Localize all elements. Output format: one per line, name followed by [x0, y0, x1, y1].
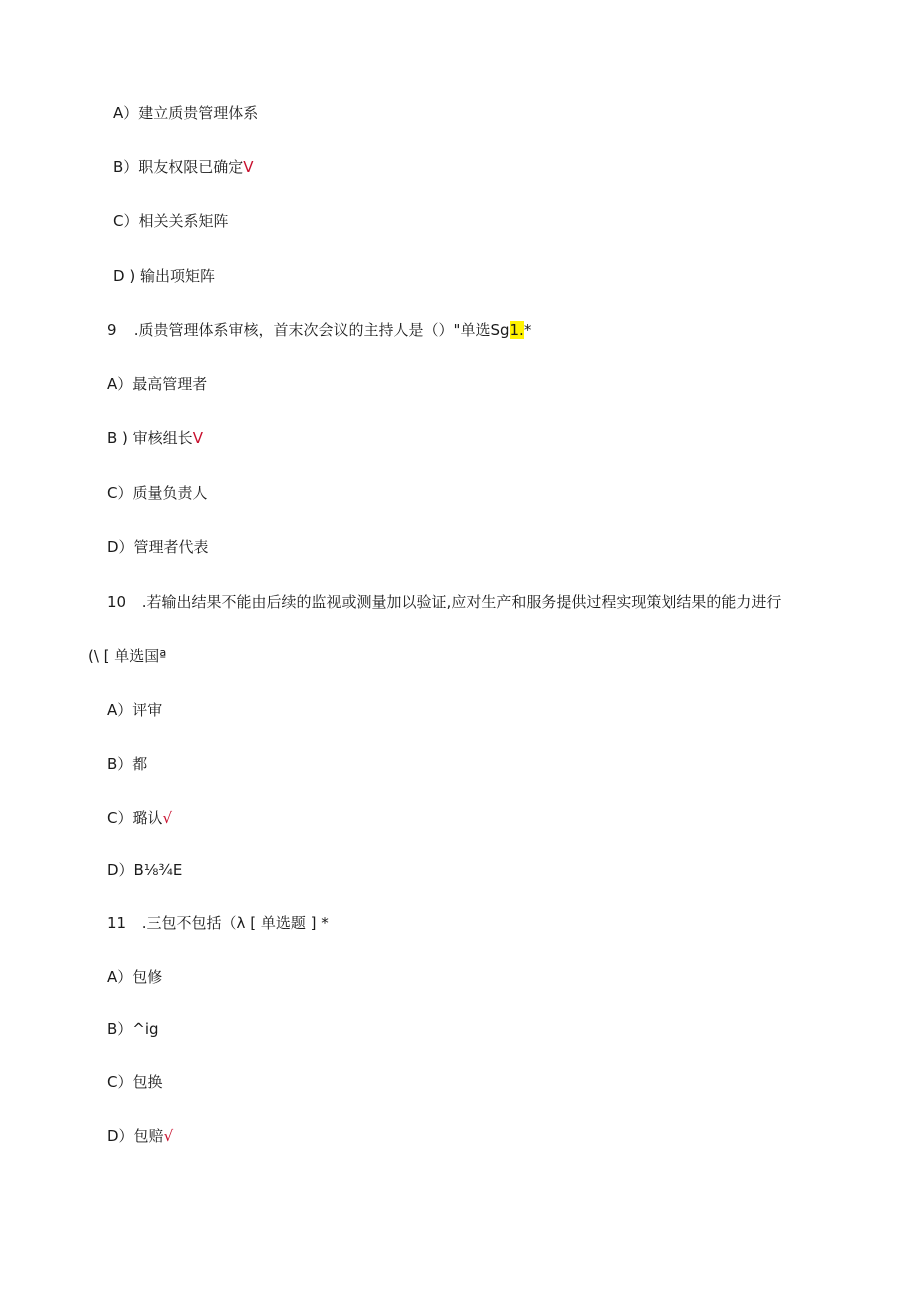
q8-option-b: [113, 157, 254, 177]
correct-mark: V: [243, 158, 254, 176]
option-text: A）建立质贵管理体系: [113, 104, 259, 122]
option-text: C）相关关系矩阵: [113, 212, 229, 230]
correct-mark: V: [192, 429, 203, 447]
highlighted-text: 1.: [509, 321, 524, 339]
option-text: B）职友权限已确定: [113, 158, 244, 176]
required-asterisk: *: [523, 321, 532, 339]
q9-option-a: [107, 374, 207, 394]
question-9: [107, 320, 531, 340]
correct-mark: √: [163, 1127, 174, 1145]
option-text: C）包换: [107, 1073, 163, 1091]
option-text: D）管理者代表: [107, 538, 209, 556]
q11-option-d: [107, 1126, 173, 1146]
q9-option-c: [107, 483, 207, 503]
q9-option-b: [107, 428, 203, 448]
option-text: A）最高管理者: [107, 375, 208, 393]
q10-option-d: [107, 860, 182, 880]
option-text: D）包赔: [107, 1127, 164, 1145]
q8-option-c: [113, 211, 228, 231]
option-text: A）包修: [107, 968, 163, 986]
q8-option-d: [113, 266, 215, 286]
q10-option-b: [107, 754, 147, 774]
option-text: A）评审: [107, 701, 163, 719]
question-number: 10: [107, 593, 127, 611]
question-number: 9: [107, 321, 117, 339]
question-10: [107, 592, 781, 612]
q11-option-a: [107, 967, 162, 987]
option-text: C）质量负责人: [107, 484, 208, 502]
question-11: [107, 913, 329, 933]
option-text: C）璐认: [107, 809, 163, 827]
q10-option-a: [107, 700, 162, 720]
correct-mark: √: [162, 809, 173, 827]
option-text: D ) 输出项矩阵: [113, 267, 215, 285]
question-10-continuation: [88, 646, 166, 666]
option-text: B）^ig: [107, 1020, 159, 1038]
question-number: 11: [107, 914, 127, 932]
question-text: .质贵管理体系审核，首末次会议的主持人是（）"单选Sg: [133, 321, 510, 339]
option-text: B ) 审核组长: [107, 429, 193, 447]
q11-option-c: [107, 1072, 162, 1092]
question-text-continuation: (\ [ 单选国ª: [88, 647, 167, 665]
q8-option-a: [113, 103, 258, 123]
q11-option-b: [107, 1019, 159, 1039]
question-text: .三包不包括（λ [ 单选题 ] *: [141, 914, 329, 932]
option-text: B）都: [107, 755, 148, 773]
q10-option-c: [107, 808, 172, 828]
option-text: D）B⅛¾E: [107, 861, 183, 879]
q9-option-d: [107, 537, 209, 557]
question-text: .若输出结果不能由后续的监视或测量加以验证,应对生产和服务提供过程实现策划结果的能力进行: [141, 593, 782, 611]
